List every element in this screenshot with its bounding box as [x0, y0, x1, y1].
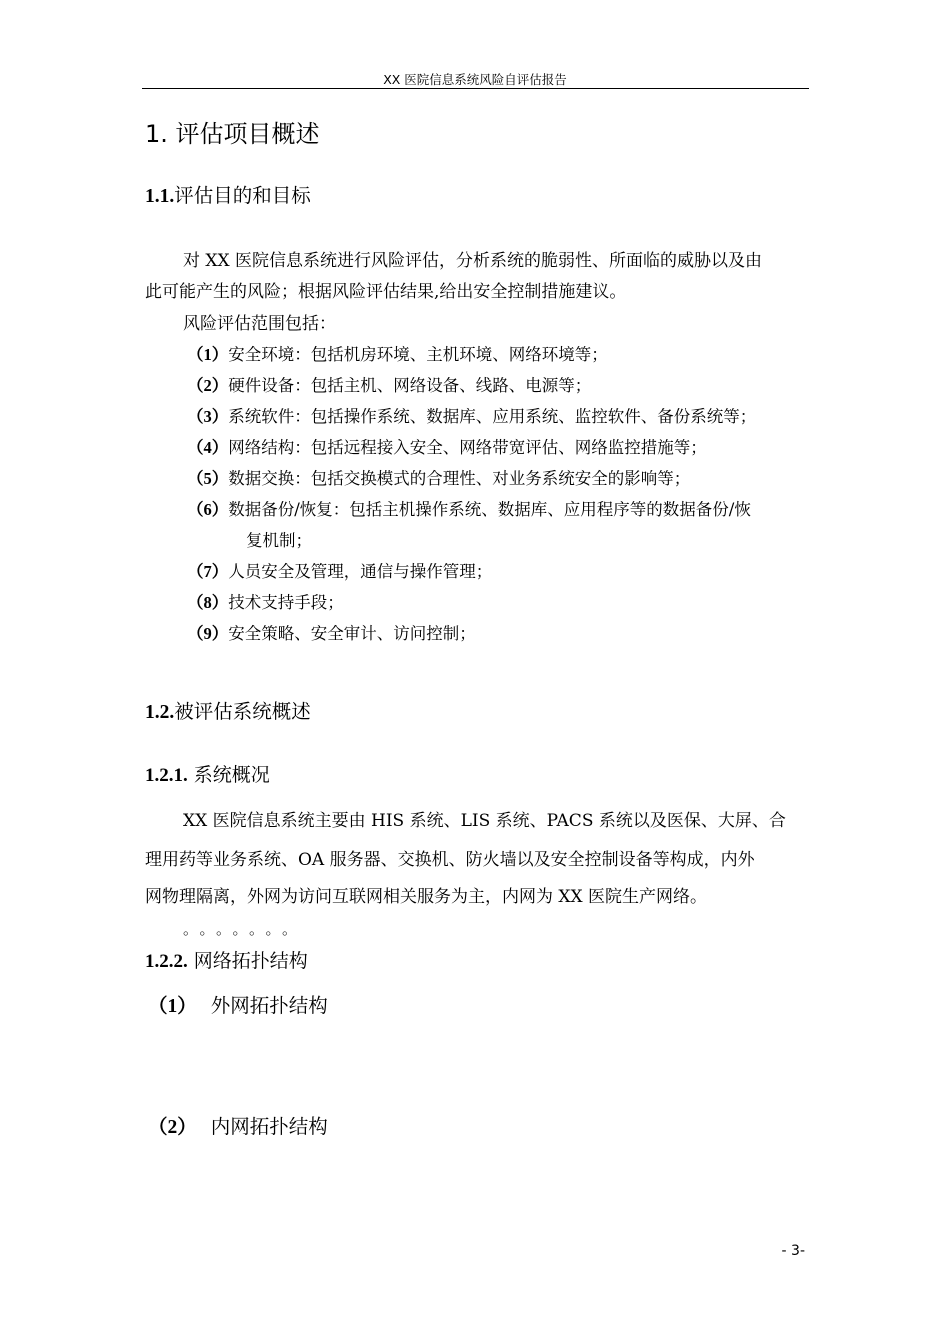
ellipsis-dots: 。。。。。。。	[183, 920, 307, 938]
section-heading-1: 1. 评估项目概述	[145, 120, 320, 148]
page-header-title: XX 医院信息系统风险自评估报告	[383, 72, 567, 87]
section-number: 1.2.	[145, 702, 175, 723]
section-heading-1-1	[145, 180, 311, 208]
section-title: 系统概况	[193, 764, 270, 786]
list-item-continuation: 复机制；	[246, 531, 312, 550]
section-heading-1-2	[145, 696, 311, 724]
list-item: （8）技术支持手段；	[187, 593, 344, 612]
list-item: （2）硬件设备：包括主机、网络设备、线路、电源等；	[187, 376, 592, 395]
scope-intro: 风险评估范围包括：	[183, 314, 336, 334]
list-item: （1）安全环境：包括机房环境、主机环境、网络环境等；	[187, 345, 608, 364]
subsection-item: （1） 外网拓扑结构	[148, 994, 328, 1017]
section-number: 1.2.2.	[145, 951, 188, 972]
section-heading-1-2-2	[145, 946, 308, 973]
list-item: （4）网络结构：包括远程接入安全、网络带宽评估、网络监控措施等；	[187, 438, 707, 457]
list-item: （3）系统软件：包括操作系统、数据库、应用系统、监控软件、备份系统等；	[187, 407, 757, 426]
paragraph-line: 对 XX 医院信息系统进行风险评估，分析系统的脆弱性、所面临的威胁以及由	[183, 251, 763, 271]
header-divider	[142, 88, 809, 89]
paragraph-line: 网物理隔离，外网为访问互联网相关服务为主，内网为 XX 医院生产网络。	[145, 887, 708, 907]
paragraph-line: 此可能产生的风险；根据风险评估结果,给出安全控制措施建议。	[145, 282, 627, 302]
paragraph-line: 理用药等业务系统、OA 服务器、交换机、防火墙以及安全控制设备等构成，内外	[145, 850, 755, 870]
list-item: （9）安全策略、安全审计、访问控制；	[187, 624, 476, 643]
page-number: - 3-	[781, 1243, 805, 1259]
section-title: 网络拓扑结构	[193, 950, 308, 972]
subsection-item: （2） 内网拓扑结构	[148, 1115, 328, 1138]
list-item: （6）数据备份/恢复：包括主机操作系统、数据库、应用程序等的数据备份/恢	[187, 500, 751, 519]
section-heading-1-2-1	[145, 760, 270, 787]
section-number: 1.1.	[145, 186, 175, 207]
list-item: （7）人员安全及管理，通信与操作管理；	[187, 562, 493, 581]
section-title: 评估目的和目标	[174, 184, 311, 207]
paragraph-line: XX 医院信息系统主要由 HIS 系统、LIS 系统、PACS 系统以及医保、大屏、合	[183, 811, 786, 831]
section-title: 被评估系统概述	[174, 700, 311, 723]
list-item: （5）数据交换：包括交换模式的合理性、对业务系统安全的影响等；	[187, 469, 691, 488]
section-number: 1.2.1.	[145, 765, 188, 786]
